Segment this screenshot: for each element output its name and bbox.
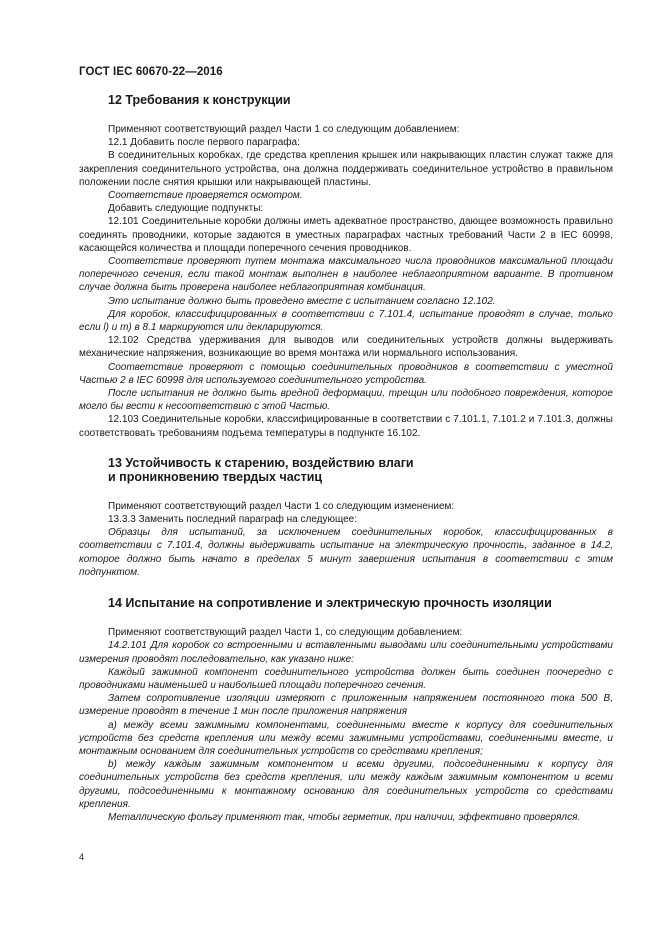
paragraph: b) между каждым зажимным компонентом и всеми другими, подсоединенными к корпусу для соединительных устройств без средств крепления, или между каждым зажимным компонентом и всеми другими, подсоединенными к монтажному основанию для соединительных устройств со средствами крепления.	[79, 759, 613, 810]
paragraph: Для коробок, классифицированных в соответствии с 7.101.4, испытание проводят в случае, только если l) и m) в 8.1 маркируются или декларируются.	[79, 308, 613, 334]
section-12-body	[79, 123, 613, 440]
section-13-heading-line2: и проникновению твердых частиц	[108, 469, 323, 484]
paragraph: Применяют соответствующий раздел Части 1 со следующим изменением:	[108, 500, 455, 512]
section-12-heading: 12 Требования к конструкции	[108, 93, 291, 107]
paragraph: После испытания не должно быть вредной деформации, трещин или подобного повреждения, которое могло бы вести к несоответствию с этой Частью.	[79, 388, 613, 413]
paragraph: 12.102 Средства удерживания для выводов или соединительных устройств должны выдерживать механические напряжения, возникающие во время монтажа или нормального использования.	[79, 335, 613, 360]
page-content	[79, 93, 613, 824]
paragraph: a) между всеми зажимными компонентами, соединенными вместе к корпусу для соединительных устройств без средств крепления или между всеми зажимными устройствами, соединенными вместе, и монтажным основанием для соединительных устройств со средствами крепления;	[79, 719, 613, 757]
paragraph: Соответствие проверяют путем монтажа максимального числа проводников максимальной площади поперечного сечения, если такой монтаж выполнен в наиболее неблагоприятном варианте. В противном случае должна быть проверена наиболее неблагоприятная комбинация.	[79, 256, 613, 294]
paragraph: Соответствие проверяется осмотром.	[108, 190, 303, 202]
page-number: 4	[79, 852, 85, 862]
paragraph: Соответствие проверяют с помощью соединительных проводников в соответствии с уместной Частью 2 в IEC 60998 для используемого соединительного устройства.	[79, 361, 613, 386]
section-13-heading-line1: 13 Устойчивость к старению, воздействию влаги	[108, 455, 414, 470]
section-13-body	[79, 500, 613, 579]
paragraph: 12.1 Добавить после первого параграфа:	[108, 137, 300, 149]
paragraph: 12.103 Соединительные коробки, классифицированные в соответствии с 7.101.1, 7.101.2 и 7.101.3, должны соответствовать требованиям подъема температуры в подпункте 16.102.	[79, 414, 613, 439]
paragraph: В соединительных коробках, где средства крепления крышек или накрывающих пластин служат также для закрепления соединительного устройства, она должна поддерживать соединительное устройство в правильном положении после снятия крышки или накрывающей пластины.	[79, 150, 613, 188]
paragraph: Каждый зажимной компонент соединительного устройства должен быть соединен поочередно с проводниками наименьшей и наибольшей площади поперечного сечения.	[79, 666, 613, 691]
paragraph: Это испытание должно быть проведено вместе с испытанием согласно 12.102.	[108, 295, 496, 307]
paragraph: Добавить следующие подпункты:	[108, 203, 264, 215]
paragraph: Применяют соответствующий раздел Части 1, со следующим добавлением:	[108, 627, 463, 639]
section-14-heading: 14 Испытание на сопротивление и электрическую прочность изоляции	[108, 596, 552, 611]
paragraph: Затем сопротивление изоляции измеряют с приложенным напряжением постоянного тока 500 В, измерение проводят в течение 1 мин после приложения напряжения	[79, 693, 613, 718]
paragraph: Применяют соответствующий раздел Части 1 со следующим добавлением:	[108, 124, 460, 135]
paragraph: Металлическую фольгу применяют так, чтобы герметик, при наличии, эффективно проверялся.	[108, 811, 581, 823]
section-13-heading	[79, 456, 613, 484]
paragraph: 14.2.101 Для коробок со встроенными и вставленными выводами или соединительными устройствами измерения проводят последовательно, как указано ниже:	[79, 640, 613, 665]
paragraph: 12.101 Соединительные коробки должны иметь адекватное пространство, дающее возможность правильно соединять проводники, которые задаются в уместных параграфах частных требований Части 2 в IEC 60998, касающейся количества и площади поперечного сечения проводников.	[79, 216, 613, 254]
paragraph: Образцы для испытаний, за исключением соединительных коробок, классифицированных в соответствии с 7.101.4, должны выдерживать испытание на электрическую прочность, заданное в 14.2, которое должно быть начато в пределах 5 минут завершения испытания в соответствии с этим подпунктом.	[79, 527, 613, 578]
section-14-body	[79, 626, 613, 824]
standard-code-header: ГОСТ IEC 60670-22—2016	[79, 66, 223, 78]
paragraph: 13.3.3 Заменить последний параграф на следующее:	[108, 514, 358, 526]
